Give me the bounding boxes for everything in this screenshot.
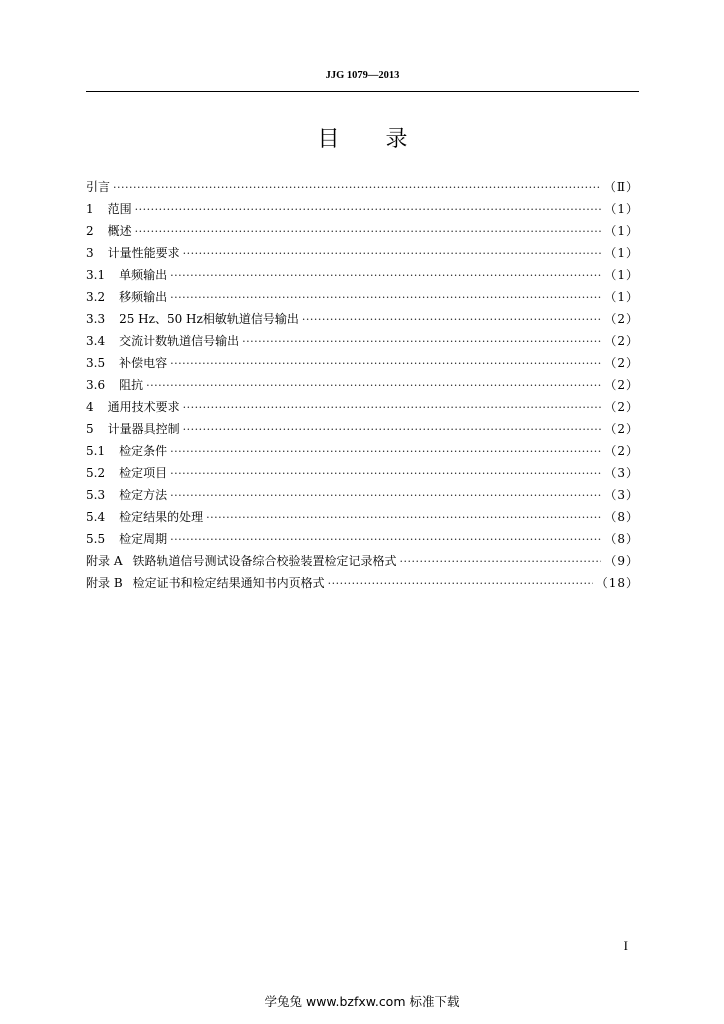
toc-entry-label xyxy=(86,352,167,374)
toc-entry-text: 检定项目 xyxy=(119,466,168,480)
toc-dot-leader xyxy=(183,419,602,441)
toc-entry-number: 3.5 xyxy=(86,356,106,370)
toc-dot-leader xyxy=(183,397,602,419)
toc-entry-label xyxy=(86,242,180,264)
page-number: I xyxy=(623,938,628,953)
toc-entry-number: 5.1 xyxy=(86,444,106,458)
toc-entry-number: 3.1 xyxy=(86,268,106,282)
toc-entry-number: 5.2 xyxy=(86,466,106,480)
toc-entry-page: （2） xyxy=(604,356,639,370)
toc-entry-label xyxy=(86,330,239,352)
toc-entry-text: 交流计数轨道信号输出 xyxy=(119,334,240,348)
toc-dot-leader xyxy=(135,221,602,243)
toc-entry-number: 4 xyxy=(86,400,94,414)
toc-entry-text: 范围 xyxy=(107,202,132,216)
toc-entry-label xyxy=(86,572,325,594)
toc-entry[interactable] xyxy=(86,440,639,462)
toc-dot-leader xyxy=(170,441,601,463)
toc-entry[interactable] xyxy=(86,374,639,396)
toc-entry-label xyxy=(86,308,299,330)
toc-entry-label xyxy=(86,550,397,572)
toc-entry[interactable] xyxy=(86,352,639,374)
toc-entry-number: 5.5 xyxy=(86,532,106,546)
toc-entry-text: 检定条件 xyxy=(119,444,168,458)
toc-entry-page: （1） xyxy=(604,202,639,216)
toc-entry-page: （2） xyxy=(604,444,639,458)
toc-entry-number: 3.4 xyxy=(86,334,106,348)
toc-entry-text: 补偿电容 xyxy=(119,356,168,370)
toc-entry-label xyxy=(86,286,167,308)
toc-entry-number: 附录 B xyxy=(86,576,123,590)
toc-entry-label xyxy=(86,418,180,440)
watermark-text: 学兔兔 www.bzfxw.com 标准下载 xyxy=(264,994,460,1009)
toc-dot-leader xyxy=(206,507,601,529)
toc-entry-page: （8） xyxy=(604,510,639,524)
toc-entry-number: 5 xyxy=(86,422,94,436)
table-of-contents xyxy=(86,176,639,594)
toc-entry-page: （2） xyxy=(604,400,639,414)
toc-entry[interactable] xyxy=(86,308,639,330)
toc-entry-text: 检定方法 xyxy=(119,488,168,502)
toc-entry-text: 概述 xyxy=(107,224,132,238)
toc-entry-label xyxy=(86,506,203,528)
toc-entry[interactable] xyxy=(86,264,639,286)
toc-entry[interactable] xyxy=(86,396,639,418)
toc-entry[interactable] xyxy=(86,330,639,352)
toc-entry-page: （1） xyxy=(604,290,639,304)
toc-entry-text: 检定结果的处理 xyxy=(119,510,204,524)
toc-entry-text: 引言 xyxy=(86,180,111,194)
toc-dot-leader xyxy=(146,375,601,397)
toc-entry-number: 5.4 xyxy=(86,510,106,524)
toc-entry-label xyxy=(86,440,167,462)
toc-entry-text: 计量器具控制 xyxy=(107,422,180,436)
toc-dot-leader xyxy=(170,529,601,551)
toc-entry[interactable] xyxy=(86,220,639,242)
toc-entry-page: （1） xyxy=(604,268,639,282)
toc-entry[interactable] xyxy=(86,176,639,198)
header-rule xyxy=(86,91,639,92)
toc-entry-page: （2） xyxy=(604,422,639,436)
toc-dot-leader xyxy=(242,331,601,353)
toc-entry-label xyxy=(86,374,143,396)
toc-entry[interactable] xyxy=(86,286,639,308)
toc-entry-label xyxy=(86,264,167,286)
toc-entry-text: 通用技术要求 xyxy=(107,400,180,414)
toc-entry-text: 移频输出 xyxy=(119,290,168,304)
toc-entry-number: 附录 A xyxy=(86,554,123,568)
toc-dot-leader xyxy=(170,353,601,375)
toc-dot-leader xyxy=(170,485,601,507)
toc-entry-label xyxy=(86,220,132,242)
toc-dot-leader xyxy=(113,177,601,199)
toc-entry-text: 阻抗 xyxy=(119,378,144,392)
toc-entry-text: 铁路轨道信号测试设备综合校验装置检定记录格式 xyxy=(132,554,397,568)
toc-entry-text: 检定周期 xyxy=(119,532,168,546)
toc-entry[interactable] xyxy=(86,550,639,572)
toc-entry-page: （2） xyxy=(604,312,639,326)
toc-entry[interactable] xyxy=(86,418,639,440)
toc-dot-leader xyxy=(328,573,593,595)
toc-entry-text: 检定证书和检定结果通知书内页格式 xyxy=(132,576,325,590)
toc-entry-text: 单频输出 xyxy=(119,268,168,282)
toc-entry-label xyxy=(86,396,180,418)
toc-entry-page: （1） xyxy=(604,246,639,260)
toc-entry-number: 3.2 xyxy=(86,290,106,304)
toc-entry-number: 5.3 xyxy=(86,488,106,502)
toc-entry[interactable] xyxy=(86,572,639,594)
toc-entry[interactable] xyxy=(86,462,639,484)
toc-dot-leader xyxy=(170,287,601,309)
toc-entry-label xyxy=(86,198,132,220)
toc-entry-page: （8） xyxy=(604,532,639,546)
toc-entry-page: （9） xyxy=(604,554,639,568)
toc-entry-page: （2） xyxy=(604,378,639,392)
toc-entry-number: 1 xyxy=(86,202,94,216)
toc-entry[interactable] xyxy=(86,242,639,264)
toc-dot-leader xyxy=(400,551,602,573)
toc-entry-number: 3 xyxy=(86,246,94,260)
toc-entry-label xyxy=(86,176,110,198)
toc-entry-label xyxy=(86,462,167,484)
toc-dot-leader xyxy=(302,309,602,331)
toc-entry[interactable] xyxy=(86,198,639,220)
toc-entry-page: （3） xyxy=(604,488,639,502)
toc-entry[interactable] xyxy=(86,484,639,506)
toc-dot-leader xyxy=(170,265,601,287)
toc-entry-number: 3.3 xyxy=(86,312,106,326)
toc-entry-page: （1） xyxy=(604,224,639,238)
toc-entry-number: 3.6 xyxy=(86,378,106,392)
document-code-header: JJG 1079—2013 xyxy=(325,70,400,81)
toc-entry-page: （2） xyxy=(604,334,639,348)
toc-entry-page: （Ⅱ） xyxy=(603,180,639,194)
toc-entry-label xyxy=(86,484,167,506)
toc-entry-text: 计量性能要求 xyxy=(107,246,180,260)
toc-entry[interactable] xyxy=(86,506,639,528)
toc-dot-leader xyxy=(135,199,602,221)
toc-title: 目录 xyxy=(317,127,454,152)
toc-entry-page: （3） xyxy=(604,466,639,480)
toc-entry-number: 2 xyxy=(86,224,94,238)
toc-dot-leader xyxy=(183,243,602,265)
toc-dot-leader xyxy=(170,463,601,485)
toc-entry-label xyxy=(86,528,167,550)
toc-entry-text: 25 Hz、50 Hz相敏轨道信号输出 xyxy=(119,312,299,326)
toc-entry[interactable] xyxy=(86,528,639,550)
toc-entry-page: （18） xyxy=(595,576,639,590)
